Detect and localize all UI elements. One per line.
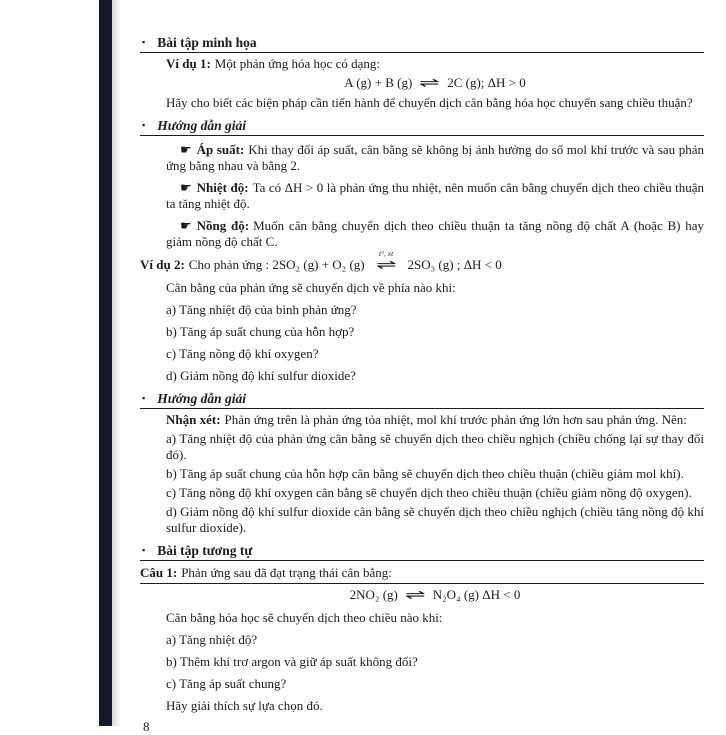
answers xyxy=(140,431,704,536)
pointing-hand-icon: ☛ xyxy=(180,142,192,157)
vidu2-item-a: a) Tăng nhiệt độ của bình phản ứng? xyxy=(166,302,357,317)
book-page xyxy=(112,0,726,734)
cau1-item-b: b) Thêm khí trơ argon và giữ áp suất không đổi? xyxy=(166,654,418,669)
vidu1-eq-left: A (g) + B (g) xyxy=(344,75,413,90)
book-spine xyxy=(99,0,112,726)
section-title-huong-dan-2: Hướng dẫn giải xyxy=(157,391,247,406)
cau1-intro: Phản ứng sau đã đạt trạng thái cân bằng: xyxy=(181,565,392,580)
point-label: Nhiệt độ: xyxy=(196,180,249,195)
square-bullet-icon: ▪ xyxy=(142,37,146,47)
point-nhiet-do xyxy=(166,180,704,212)
cau1-label: Câu 1: xyxy=(140,565,178,580)
vidu2-intro: Cho phản ứng : xyxy=(188,257,270,272)
vidu1-question: Hãy cho biết các biện pháp cần tiến hành để chuyển dịch cân bằng hóa học chuyển sang chiều thuận? xyxy=(166,95,693,110)
cau1-item-c: c) Tăng áp suất chung? xyxy=(166,676,287,691)
cau1-eq-right: N₂O₄ (g) ΔH < 0 xyxy=(432,587,521,602)
vidu2-item-b: b) Tăng áp suất chung của hỗn hợp? xyxy=(166,324,355,339)
answer-d: d) Giảm nồng độ khí sulfur dioxide cân bằng sẽ chuyển dịch theo chiều nghịch (chiều tăng nồng độ khí sulfur dioxide). xyxy=(166,504,704,535)
pointing-hand-icon: ☛ xyxy=(180,180,192,195)
section-title-huong-dan-1: Hướng dẫn giải xyxy=(157,118,247,133)
cau1-question: Cân bằng hóa học sẽ chuyển dịch theo chiều nào khi: xyxy=(166,610,443,625)
point-text: Khi thay đổi áp suất, cân bằng sẽ không bị ảnh hưởng do số mol khí trước và sau phản ứng bằng nhau và bằng 2. xyxy=(166,142,704,173)
section-header-huong-dan-1 xyxy=(140,117,704,136)
vidu1-label: Ví dụ 1: xyxy=(166,56,211,71)
point-label: Áp suất: xyxy=(196,142,245,157)
point-nong-do xyxy=(166,218,704,250)
equilibrium-arrow-icon: ⇌ xyxy=(404,588,426,603)
point-label: Nồng độ: xyxy=(196,218,250,233)
section-header-minh-hoa xyxy=(140,34,704,53)
point-text: Ta có ΔH > 0 là phản ứng thu nhiệt, nên muốn cân bằng chuyển dịch theo chiều thuận ta tăng nhiệt độ. xyxy=(166,180,704,211)
nhan-xet-text: Phản ứng trên là phản ứng tỏa nhiệt, mol khí trước phản ứng lớn hơn sau phản ứng. Nên: xyxy=(224,412,687,427)
section-header-tuong-tu xyxy=(140,542,704,561)
nhan-xet xyxy=(166,412,704,428)
cau1-item-a: a) Tăng nhiệt độ? xyxy=(166,632,258,647)
cau1-outro: Hãy giải thích sự lựa chọn đó. xyxy=(166,698,323,713)
point-ap-suat xyxy=(166,142,704,174)
vidu2-line xyxy=(140,249,704,274)
section-title-tuong-tu: Bài tập tương tự xyxy=(157,543,253,558)
answer-a: a) Tăng nhiệt độ của phản ứng cân bằng sẽ chuyển dịch theo chiều nghịch (chiều chống lại sự thay đổi đó). xyxy=(166,431,704,462)
vidu1-equation xyxy=(166,75,704,92)
square-bullet-icon: ▪ xyxy=(142,120,146,130)
answer-b: b) Tăng áp suất chung của hỗn hợp cân bằng sẽ chuyển dịch theo chiều thuận (chiều giảm mol khí). xyxy=(166,466,684,481)
vidu1-eq-right: 2C (g); ΔH > 0 xyxy=(447,75,526,90)
cau1-line xyxy=(140,565,704,584)
page-number: 8 xyxy=(143,719,150,734)
equilibrium-arrow-labeled xyxy=(369,249,404,274)
vidu2-label: Ví dụ 2: xyxy=(140,257,185,272)
vidu2-eq-left: 2SO₂ (g) + O₂ (g) xyxy=(272,257,365,272)
pointing-hand-icon: ☛ xyxy=(180,218,192,233)
vidu1-line xyxy=(166,56,704,72)
section-header-huong-dan-2 xyxy=(140,390,704,409)
vidu2-eq-right: 2SO₃ (g) ; ΔH < 0 xyxy=(407,257,502,272)
square-bullet-icon: ▪ xyxy=(142,393,146,403)
catalyst-label: t°, xt xyxy=(378,249,394,258)
cau1-equation xyxy=(166,587,704,604)
nhan-xet-label: Nhận xét: xyxy=(166,412,221,427)
equilibrium-arrow-icon: ⇌ xyxy=(375,258,397,273)
cau1-eq-left: 2NO₂ (g) xyxy=(349,587,398,602)
answer-c: c) Tăng nồng độ khí oxygen cân bằng sẽ chuyển dịch theo chiều thuận (chiều giảm nồng độ oxygen). xyxy=(166,485,692,500)
vidu1-intro: Một phản ứng hóa học có dạng: xyxy=(214,56,380,71)
vidu2-question: Cân bằng của phản ứng sẽ chuyển dịch về phía nào khi: xyxy=(166,280,456,295)
equilibrium-arrow-icon: ⇌ xyxy=(419,76,441,91)
point-text: Muốn cân bằng chuyển dịch theo chiều thuận ta tăng nồng độ chất A (hoặc B) hay giảm nồng độ chất C. xyxy=(166,218,705,249)
vidu2-item-d: d) Giảm nồng độ khí sulfur dioxide? xyxy=(166,368,356,383)
square-bullet-icon: ▪ xyxy=(142,545,146,555)
section-title-minh-hoa: Bài tập minh họa xyxy=(157,35,257,50)
vidu2-item-c: c) Tăng nồng độ khí oxygen? xyxy=(166,346,319,361)
